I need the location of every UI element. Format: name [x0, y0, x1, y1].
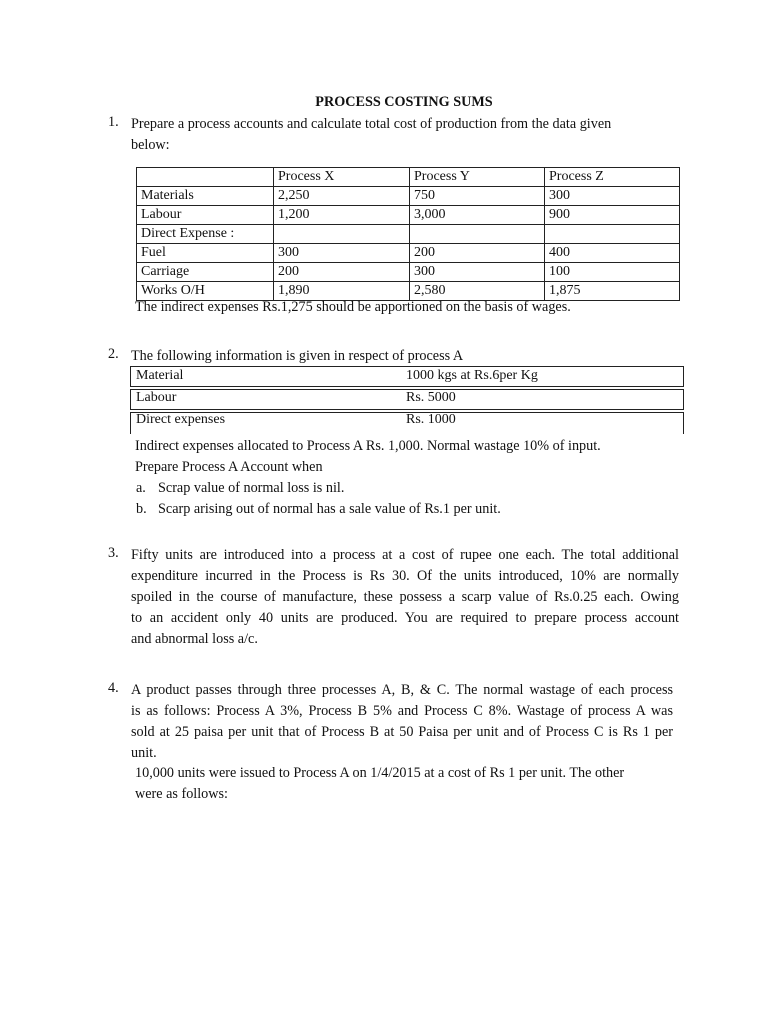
question-number: 2. — [108, 346, 119, 362]
table-row — [137, 225, 680, 244]
table-cell: 1,890 — [274, 282, 410, 301]
text-line: were as follows: — [135, 786, 228, 802]
text-line: A product passes through three processes A, B, & C. The normal wastage of each process — [131, 682, 673, 698]
page-title: PROCESS COSTING SUMS — [315, 94, 493, 110]
table-cell — [274, 225, 410, 244]
table-header-cell: Process X — [274, 168, 410, 187]
question-number: 4. — [108, 680, 119, 696]
table-cell: Direct expenses — [136, 412, 226, 427]
table-cell: 200 — [410, 244, 545, 263]
table-row — [137, 244, 680, 263]
table-cell — [410, 225, 545, 244]
table-cell: 200 — [274, 263, 410, 282]
text-line: 10,000 units were issued to Process A on 1/4/2015 at a cost of Rs 1 per unit. The other — [135, 765, 625, 781]
table-cell: 300 — [410, 263, 545, 282]
table-cell: 750 — [410, 187, 545, 206]
table-cell: 1000 kgs at Rs.6per Kg — [406, 368, 538, 383]
option-a-text: Scrap value of normal loss is nil. — [158, 480, 345, 496]
table-cell: 3,000 — [410, 206, 545, 225]
table-cell: Works O/H — [137, 282, 274, 301]
question-3-text — [131, 545, 679, 650]
question-number: 1. — [108, 114, 119, 130]
table-cell: 900 — [545, 206, 680, 225]
table-row — [130, 410, 684, 432]
table-cell: Fuel — [137, 244, 274, 263]
table-cell: 400 — [545, 244, 680, 263]
text-line: Prepare a process accounts and calculate total cost of production from the data given — [131, 116, 612, 132]
table-cell: Materials — [137, 187, 274, 206]
table-row — [137, 187, 680, 206]
table-cell: 2,580 — [410, 282, 545, 301]
text-line: sold at 25 paisa per unit that of Process B at 50 Paisa per unit and of Process C is Rs 1 per — [131, 724, 673, 740]
table-row — [137, 206, 680, 225]
text-line: unit. — [131, 745, 157, 761]
option-b-text: Scarp arising out of normal has a sale value of Rs.1 per unit. — [158, 501, 501, 517]
text-line: Prepare Process A Account when — [135, 459, 323, 475]
text-line: spoiled in the course of manufacture, these possess a scarp value of Rs.0.25 each. Owing — [131, 589, 679, 605]
text-line: is as follows: Process A 3%, Process B 5% and Process C 8%. Wastage of process A was — [131, 703, 673, 719]
text-line: Fifty units are introduced into a process at a cost of rupee one each. The total additional — [131, 547, 679, 563]
option-marker: b. — [136, 501, 147, 517]
table-cell: Material — [136, 368, 184, 383]
question-2-intro: The following information is given in respect of process A — [131, 348, 464, 364]
table-header-cell: Process Y — [410, 168, 545, 187]
option-marker: a. — [136, 480, 146, 496]
table-header-row — [137, 168, 680, 187]
table-cell: 2,250 — [274, 187, 410, 206]
table-cell: 1,200 — [274, 206, 410, 225]
question-4-text — [131, 680, 673, 764]
text-line: Indirect expenses allocated to Process A Rs. 1,000. Normal wastage 10% of input. — [135, 438, 601, 454]
table-header-cell: Process Z — [545, 168, 680, 187]
table-cell: Rs. 1000 — [406, 412, 456, 427]
table-cell: Carriage — [137, 263, 274, 282]
table-cell: Labour — [136, 390, 177, 405]
text-line: to an accident only 40 units are produced. You are required to prepare process account — [131, 610, 679, 626]
question-1-text — [131, 114, 679, 156]
question-number: 3. — [108, 545, 119, 561]
table-cell: Rs. 5000 — [406, 390, 456, 405]
table-cell: 100 — [545, 263, 680, 282]
table-cell: Labour — [137, 206, 274, 225]
process-a-table — [130, 366, 684, 432]
text-line: below: — [131, 137, 170, 153]
question-2-body — [135, 436, 601, 478]
table-row — [130, 366, 684, 388]
process-cost-table — [136, 167, 680, 301]
table-header-cell — [137, 168, 274, 187]
table-cell: 1,875 — [545, 282, 680, 301]
table-cell: 300 — [274, 244, 410, 263]
table-cell — [545, 225, 680, 244]
question-1-note: The indirect expenses Rs.1,275 should be apportioned on the basis of wages. — [135, 299, 571, 315]
table-row — [137, 263, 680, 282]
table-row — [130, 388, 684, 410]
question-4-para-2 — [135, 763, 624, 805]
table-cell: 300 — [545, 187, 680, 206]
text-line: expenditure incurred in the Process is Rs 30. Of the units introduced, 10% are normally — [131, 568, 679, 584]
text-line: and abnormal loss a/c. — [131, 631, 258, 647]
table-cell: Direct Expense : — [137, 225, 274, 244]
